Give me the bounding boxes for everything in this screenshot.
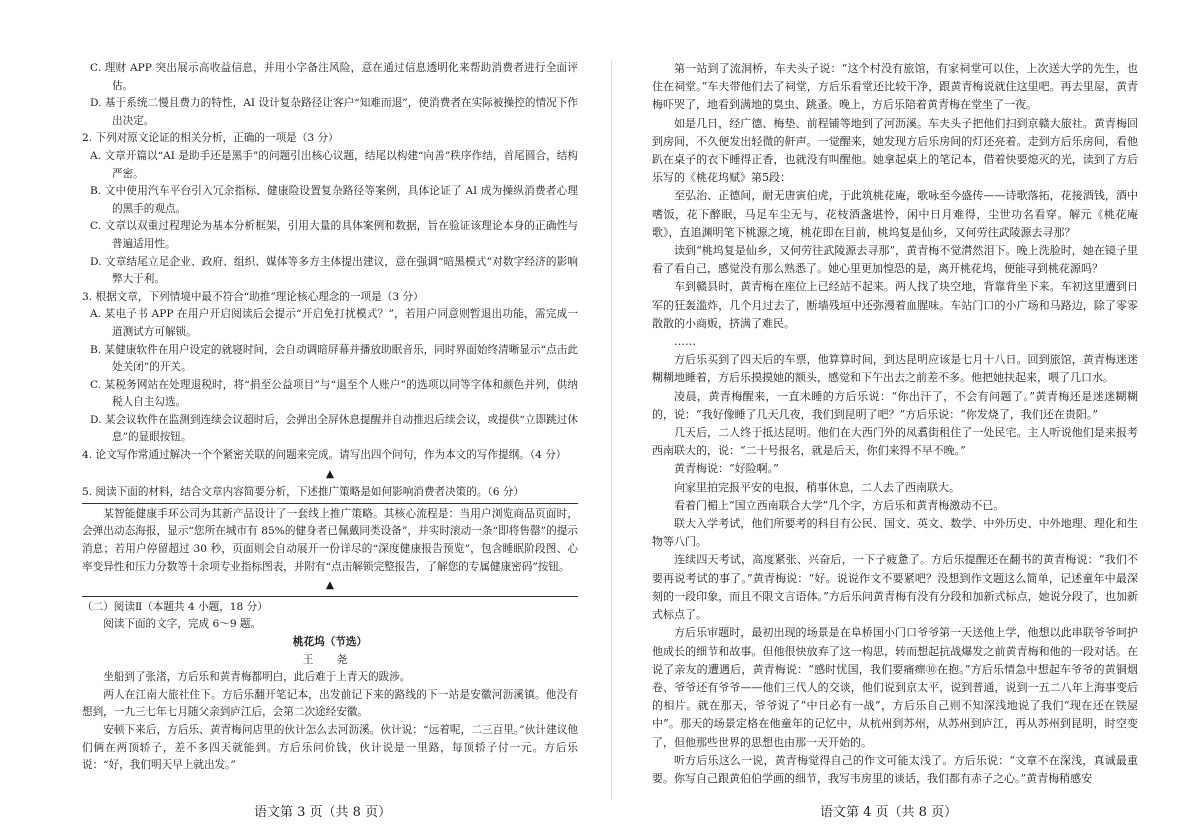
story-paragraph: 两人在江南大旅社住下。方后乐翻开笔记本，出发前记下来的路线的下一站是安徽河沥溪镇。他没有想到，一九三七年七月随父亲到庐江后，会第二次途经安徽。 [82, 688, 578, 719]
question-5: 5. 阅读下面的材料，结合文章内容简要分析，下述推广策略是如何影响消费者决策的。（6 分） [82, 486, 525, 499]
section-divider [82, 596, 578, 597]
story-paragraph: 方后乐买到了四天后的车票，他算算时间，到达昆明应该是七月十八日。回到旅馆，黄青梅迷迷糊糊地睡着，方后乐摸摸她的额头，感觉和下午出去之前差不多。他把她扶起来，喂了几口水。 [652, 353, 1138, 385]
question-line: A. 某电子书 APP 在用户开启阅读后会提示“开启免打扰模式？”，若用户同意则暂退出功能，需完成一道测试方可解锁。 [90, 308, 578, 338]
story-paragraph: 至弘治、正德间，耐无唐寅伯虎，于此筑桃花庵，歌咏至今盛传——诗歌落拓，花接酒钱，酒中嗜饭，花下醉眠，马足车尘无与，花枝酒盏堪怜，闲中日月难得，尘世功名看穿。解元《桃花庵歌》，直追渊明笔下桃源之境，桃花即在目前，桃坞复是仙乡，又何劳往武陵源去寻那？ [652, 189, 1138, 239]
story-paragraph: 安顿下来后，方后乐、黄青梅问店里的伙计怎么去河沥溪。伙计说：“远着呢，二三百里。”伙计建议他们俩在两顶轿子，差不多四天就能到。方后乐问价钱，伙计说是一里路，每顶轿子付一元。方后乐说：“好，我们明天早上就出发。” [82, 723, 578, 772]
story-paragraph: 坐船到了张渚，方后乐和黄青梅都明白，此后难于上青天的跋涉。 [103, 671, 411, 684]
section-end-marker: ▲ [325, 467, 335, 480]
question-line: B. 文中使用汽车平台引入冗余指标、健康险设置复杂路径等案例，具体论证了 AI 成为操纵消费者心理的黑手的观点。 [90, 185, 578, 215]
material-text: 某智能健康手环公司为其新产品设计了一套线上推广策略。其核心流程是：当用户浏览商品页面时，会弹出动态海报，显示“您所在城市有 85%的健身者已佩戴同类设备”，并实时滚动一条“即将售罄”的提示消息；若用户停留超过 30 秒，页面则会自动展开一份详尽的“深度健康报告预览”，包含睡眠阶段图、心率变异性和压力分数等十余项专业指标图表，并附有“点击解锁完整报告，了解您的专属健康密码”按钮。 [82, 507, 578, 573]
story-continued [652, 60, 1138, 788]
story-paragraph: 方后乐审题时，最初出现的场景是在阜桥国小门口爷爷第一天送他上学，他想以此串联爷爷呵护他成长的细节和故事。但他很快放弃了这一构思，转而想起抗战爆发之前黄青梅和他的一段对话。在说了亲友的遭遇后，黄青梅说：“感时忧国，我们要痛瘝⑩在抱。”方后乐情急中想起车爷爷的黄铜烟卷、爷爷还有爷爷——他们三代人的交谈，他们说到京太平，说到普通，说到一五二八年上海事变后的相片。就在那天，爷爷说了“中日必有一战”，方后乐自己则不知深浅地说了我们“现在还在铁屋中”。那天的场景定格在他童年的记忆中，从杭州到苏州，从苏州到庐江，再从苏州到昆明，时空变了，但他那些世界的思想也由那一天开始的。 [652, 626, 1138, 749]
story-paragraph: 几天后，二人终于抵达昆明。他们在大西门外的凤翥街租住了一处民宅。主人听说他们是来报考西南联大的，说：“二十号报名，就是后天，你们来得不早不晚。” [652, 426, 1138, 458]
material-box-top [82, 503, 578, 504]
story-paragraph: 向家里拍完报平安的电报，稍事休息，二人去了西南联大。 [674, 480, 960, 494]
story-paragraph: 如是几日，经广德、梅垫、前程铺等地到了河沥溪。车夫头子把他们扫到京赣大旅社。黄青梅回到房间，不久便发出轻微的鼾声。一觉醒来，她发现方后乐房间的灯还亮着。走到方后乐房间，看他趴在桌子的衣下睡得正香，也就没有叫醒他。她拿起桌上的笔记本，借着快要熄灭的光，读到了方后乐写的《桃花坞赋》第5段： [652, 116, 1138, 185]
story-paragraph: 黄青梅说：“好险啊。” [674, 462, 779, 476]
story-paragraph: …… [674, 335, 696, 349]
section-heading: （二）阅读Ⅱ（本题共 4 小题，18 分） [82, 600, 268, 613]
story-paragraph: 连续四天考试，高度紧张、兴奋后，一下子疲惫了。方后乐提醒还在翻书的黄青梅说：“我们不要再说考试的事了。”黄青梅说：“好。说说作文不要紧吧？没想到作文题这么简单，记述童年中最深刻的一段印象，而且不限文言语体。”方后乐问黄青梅有没有分段和加新式标点，她说分段了，也加新式标点了。 [652, 553, 1138, 622]
story-paragraph: 凌晨，黄青梅醒来，一直未睡的方后乐说：“你出汗了，不会有问题了。”黄青梅还是迷迷糊糊的，说：“我好像睡了几天几夜，我们到昆明了吧？”方后乐说：“你发烧了，我们还在贵阳。” [652, 389, 1138, 421]
story-paragraph: 车到赣县时，黄青梅在座位上已经站不起来。两人找了块空地，背靠背坐下来。车初这里遭到日军的狂轰滥炸，几个月过去了，断墙残垣中还弥漫着血腥味。车站门口的小广场和马路边，除了零零散散的小商贩，挤满了难民。 [652, 280, 1138, 330]
section-end-marker: ▲ [325, 579, 335, 592]
story-author: 王 尧 [302, 653, 358, 666]
story-title: 桃花坞（节选） [292, 636, 368, 648]
question-line: 3. 根据文章，下列情境中最不符合“助推”理论核心理念的一项是（3 分） [82, 290, 424, 303]
story-paragraph: 联大入学考试，他们所要考的科目有公民、国文、英文、数学、中外历史、中外地理、理化和生物等八门。 [652, 517, 1138, 549]
question-line: C. 某税务网站在处理退税时，将“捐至公益项目”与“退至个人账户”的选项以同等字体和颜色并列，供纳税人自主勾选。 [90, 378, 578, 409]
question-line: A. 文章开篇以“AI 是助手还是黑手”的问题引出核心议题，结尾以构建“向善”秩序作结，首尾圆合，结构严密。 [90, 149, 578, 180]
reading-instruction: 阅读下面的文字，完成 6～9 题。 [103, 618, 262, 631]
question-line: D. 文章结尾立足企业、政府、组织、媒体等多方主体提出建议，意在强调“暗黑模式”对数字经济的影响弊大于利。 [90, 255, 578, 286]
question-line: 2. 下列对原文论证的相关分析，正确的一项是（3 分） [82, 132, 339, 145]
left-page [82, 60, 578, 775]
question-line: C. 理财 APP 突出展示高收益信息，并用小字备注风险，意在通过信息透明化来帮助消费者进行全面评估。 [90, 62, 578, 92]
page-footer-right: 语文第 4 页（共 8 页） [820, 805, 958, 820]
page-gutter [611, 60, 612, 800]
question-line: D. 基于系统二慢且费力的特性，AI 设计复杂路径让客户“知难而退”，使消费者在实际被操控的情况下作出决定。 [90, 97, 578, 127]
story-paragraph: 第一站到了流洞桥，车夫头子说：“这个村没有旅馆，有家祠堂可以住，上次送大学的先生，也住在祠堂。”车夫带他们去了祠堂，方后乐看堂还比较干净，跟黄青梅说就住这里吧。再去里屋，黄青梅吓哭了，地看到满地的臭虫、跳蚤。晚上，方后乐陪着黄青梅在堂坐了一夜。 [652, 62, 1138, 112]
question-line: 4. 论文写作常通过解决一个个紧密关联的问题来完成。请写出四个问句，作为本文的写作提纲。（4 分） [82, 449, 567, 462]
story-paragraph: 读到“桃坞复是仙乡，又何劳往武陵源去寻那”，黄青梅不觉潸然泪下。晚上洗脸时，她在镜子里看了看自己，感觉没有那么熟悉了。她心里更加惶恐的是，离开桃花坞，便能寻到桃花源吗？ [652, 244, 1138, 276]
question-line: C. 文章以双重过程理论为基本分析框架，引用大量的具体案例和数据，旨在验证该理论本身的正确性与普遍适用性。 [90, 220, 578, 250]
questions-block [82, 60, 578, 465]
right-page [652, 60, 1138, 788]
story-text [82, 669, 578, 775]
question-line: D. 某会议软件在监测到连续会议超时后，会弹出全屏休息提醒并自动推迟后续会议，或提供“立即跳过休息”的显眼按钮。 [90, 413, 578, 444]
story-paragraph: 听方后乐这么一说，黄青梅觉得自己的作文可能太浅了。方后乐说：“文章不在深浅，真诚最重要。你写自己跟黄伯伯学画的细节，我写韦房里的谈话，我们都有赤子之心。”黄青梅稍感安 [652, 753, 1138, 785]
story-paragraph: 看着门楣上“国立西南联合大学”几个字，方后乐和黄青梅激动不已。 [674, 498, 1005, 512]
question-line: B. 某健康软件在用户设定的就寝时间，会自动调暗屏幕并播放助眠音乐，同时界面始终清晰显示“点击此处关闭”的开关。 [90, 343, 578, 374]
page-footer-left: 语文第 3 页（共 8 页） [254, 805, 392, 820]
